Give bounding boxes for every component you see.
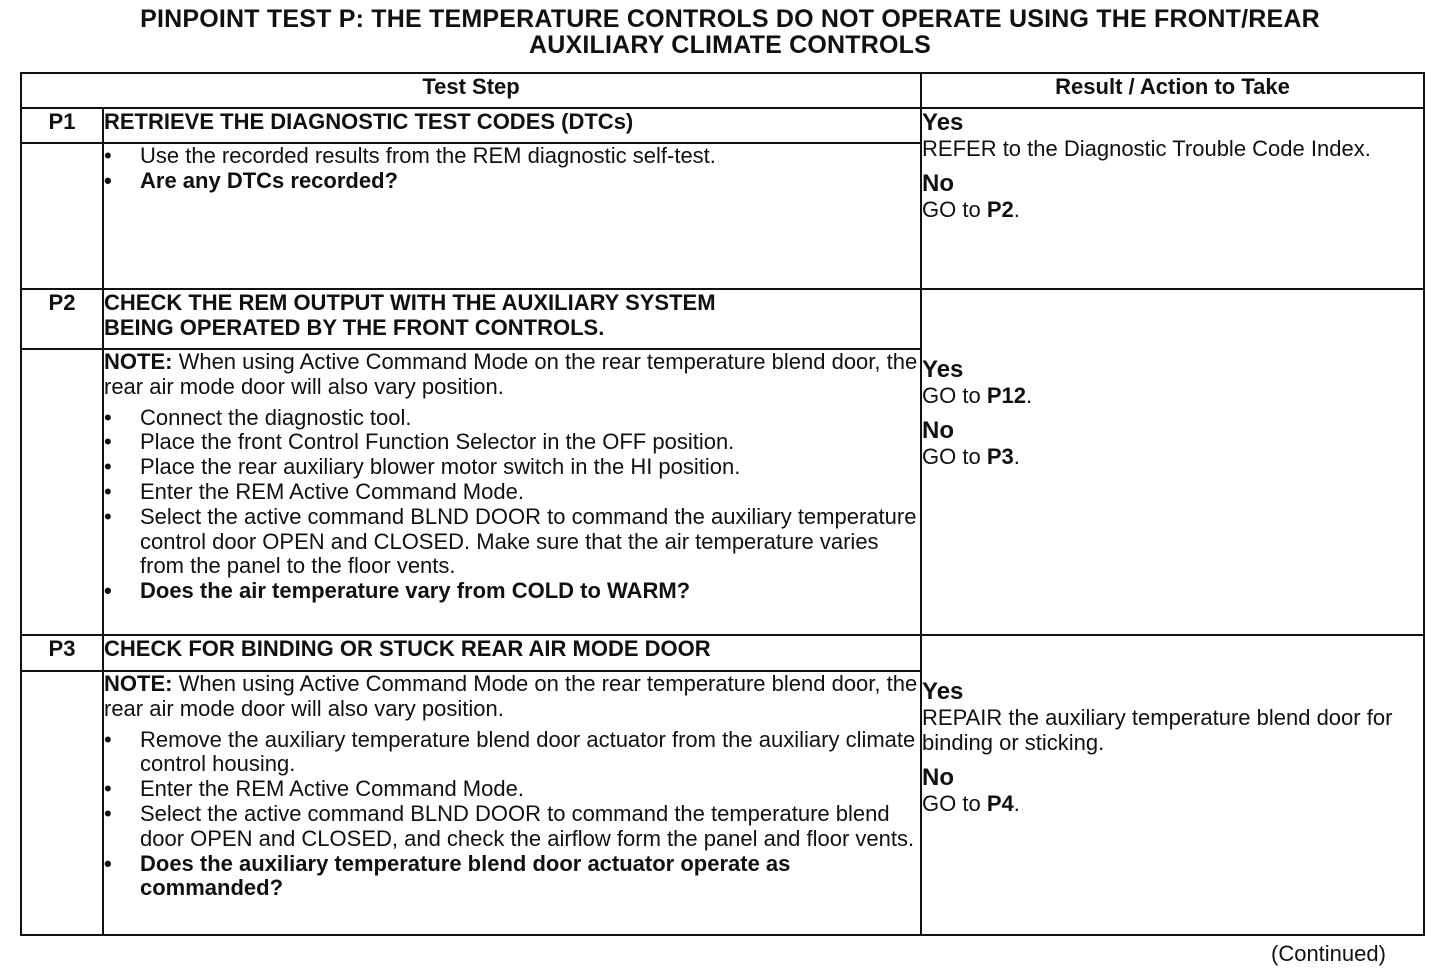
table-header-row (21, 73, 1424, 108)
bullet-list (104, 406, 920, 604)
result-yes-prefix: GO to (922, 383, 987, 408)
step-row-p3-heading (21, 635, 1424, 671)
result-yes-label: Yes (922, 109, 964, 136)
result-cell-p1 (921, 108, 1424, 289)
bullet-item-question: • Does the auxiliary temperature blend door actuator operate as commanded? (104, 852, 920, 902)
bullet-item: • Use the recorded results from the REM diagnostic self-test. (104, 144, 920, 169)
bullet-list (104, 144, 920, 194)
step-heading-p2-line2: BEING OPERATED BY THE FRONT CONTROLS. (104, 315, 605, 340)
result-no-suffix: . (1013, 444, 1020, 469)
bullet-item-question: • Are any DTCs recorded? (104, 169, 920, 194)
step-number-p1: P1 (21, 108, 103, 143)
result-no-target: P4 (986, 791, 1014, 816)
step-heading-p3: CHECK FOR BINDING OR STUCK REAR AIR MODE DOOR (103, 635, 921, 671)
result-no-target: P3 (986, 444, 1014, 469)
step-number-spacer (21, 143, 103, 289)
continued-label: (Continued) (1271, 941, 1386, 966)
bullet-item: • Select the active command BLND DOOR to command the auxiliary temperature control door OPEN and CLOSED. Make sure that the air temperature varies from the panel to the floor vents. (104, 505, 920, 579)
pinpoint-test-table (20, 72, 1425, 936)
title-line-1: PINPOINT TEST P: THE TEMPERATURE CONTROLS DO NOT OPERATE USING THE FRONT/REAR (140, 5, 1320, 33)
result-yes-target: P12 (986, 383, 1026, 408)
result-yes-label: Yes (922, 356, 964, 383)
step-heading-p2-line1: CHECK THE REM OUTPUT WITH THE AUXILIARY SYSTEM (104, 290, 716, 315)
bullet-item: • Remove the auxiliary temperature blend door actuator from the auxiliary climate control housing. (104, 728, 920, 778)
note-label: NOTE: (104, 349, 173, 374)
step-body-p2 (103, 349, 921, 635)
step-number-spacer (21, 671, 103, 935)
step-number-p3: P3 (21, 635, 103, 671)
step-heading-p1: RETRIEVE THE DIAGNOSTIC TEST CODES (DTCs) (103, 108, 921, 143)
note-body: When using Active Command Mode on the rear temperature blend door, the rear air mode door will also vary position. (104, 349, 918, 399)
result-no-label: No (922, 764, 955, 791)
result-no-label: No (922, 170, 955, 197)
result-no-prefix: GO to (922, 791, 987, 816)
page-title (20, 6, 1440, 58)
step-heading-p2 (103, 289, 921, 349)
result-no-suffix: . (1013, 197, 1020, 222)
col-header-result: Result / Action to Take (921, 73, 1424, 108)
result-no-prefix: GO to (922, 197, 987, 222)
step-body-p1 (103, 143, 921, 289)
result-no-suffix: . (1013, 791, 1020, 816)
step-row-p1-heading (21, 108, 1424, 143)
note-body: When using Active Command Mode on the rear temperature blend door, the rear air mode door will also vary position. (104, 671, 918, 721)
step-body-p3 (103, 671, 921, 935)
result-yes-suffix: . (1025, 383, 1033, 408)
col-header-test-step: Test Step (21, 73, 921, 108)
bullet-list (104, 728, 920, 902)
result-no-text (922, 444, 1423, 469)
bullet-item: • Place the front Control Function Selector in the OFF position. (104, 430, 920, 455)
result-cell-p2 (921, 289, 1424, 635)
title-line-2: AUXILIARY CLIMATE CONTROLS (529, 31, 931, 59)
bullet-item: • Select the active command BLND DOOR to command the temperature blend door OPEN and CLOSED, and check the airflow form the panel and floor vents. (104, 802, 920, 852)
result-no-prefix: GO to (922, 444, 987, 469)
result-cell-p3 (921, 635, 1424, 935)
bullet-item: • Place the rear auxiliary blower motor switch in the HI position. (104, 455, 920, 480)
step-number-p2: P2 (21, 289, 103, 349)
note-text (104, 672, 920, 722)
result-yes-text (922, 383, 1423, 408)
note-text (104, 350, 920, 400)
bullet-item: • Enter the REM Active Command Mode. (104, 777, 920, 802)
bullet-item: • Connect the diagnostic tool. (104, 406, 920, 431)
result-no-target: P2 (986, 197, 1014, 222)
result-no-text (922, 197, 1423, 222)
step-row-p2-heading (21, 289, 1424, 349)
note-label: NOTE: (104, 671, 173, 696)
bullet-item-question: • Does the air temperature vary from COLD to WARM? (104, 579, 920, 604)
result-yes-text: REPAIR the auxiliary temperature blend door for binding or sticking. (922, 705, 1393, 755)
bullet-item: • Enter the REM Active Command Mode. (104, 480, 920, 505)
result-yes-label: Yes (922, 678, 964, 705)
result-yes-text: REFER to the Diagnostic Trouble Code Index. (922, 136, 1371, 161)
result-no-text (922, 791, 1423, 816)
result-no-label: No (922, 417, 955, 444)
step-number-spacer (21, 349, 103, 635)
